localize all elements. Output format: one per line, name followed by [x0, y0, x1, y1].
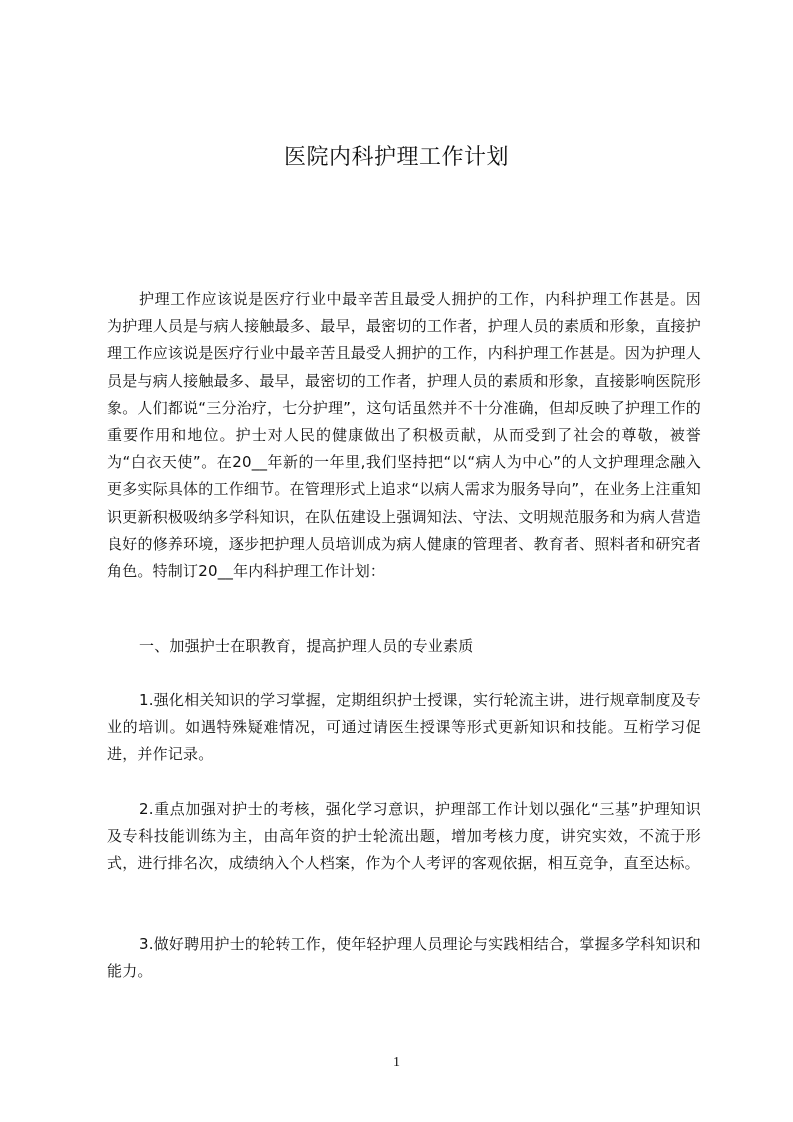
section-heading: 一、加强护士在职教育，提高护理人员的专业素质 — [139, 637, 474, 655]
page-title: 医院内科护理工作计划 — [283, 145, 509, 170]
intro-paragraph: 护理工作应该说是医疗行业中最辛苦且最受人拥护的工作，内科护理工作甚是。因为护理人员是与病人接触最多、最早，最密切的工作者，护理人员的素质和形象，直接护理工作应该说是医疗行业中最辛苦且最受人拥护的工作，内科护理工作甚是。因为护理人员是与病人接触最多、最早，最密切的工作者，护理人员的素质和形象，直接影响医院形象。人们都说“三分治疗，七分护理”，这句话虽然并不十分准确，但却反映了护理工作的重要作用和地位。护士对人民的健康做出了积极贡献，从而受到了社会的尊敬，被誉为“白衣天使”。在20__年新的一年里,我们坚持把“以“病人为中心”的人文护理理念融入更多实际具体的工作细节。在管理形式上追求“以病人需求为服务导向”，在业务上注重知识更新积极吸纳多学科知识，在队伍建设上强调知法、守法、文明规范服务和为病人营造良好的修养环境，逐步把护理人员培训成为病人健康的管理者、教育者、照料者和研究者角色。特制订20__年内科护理工作计划： — [107, 290, 701, 581]
list-item-2: 2.重点加强对护士的考核，强化学习意识，护理部工作计划以强化“三基”护理知识及专科技能训练为主，由高年资的护士轮流出题，增加考核力度，讲究实效，不流于形式，进行排名次，成绩纳入个人档案，作为个人考评的客观依据，相互竞争，直至达标。 — [107, 800, 701, 873]
page-number: 1 — [393, 1055, 400, 1070]
list-item-3: 3.做好聘用护士的轮转工作，使年轻护理人员理论与实践相结合，掌握多学科知识和能力。 — [107, 935, 701, 981]
list-item-1: 1.强化相关知识的学习掌握，定期组织护士授课，实行轮流主讲，进行规章制度及专业的培训。如遇特殊疑难情况，可通过请医生授课等形式更新知识和技能。互桁学习促进，并作记录。 — [107, 691, 701, 764]
